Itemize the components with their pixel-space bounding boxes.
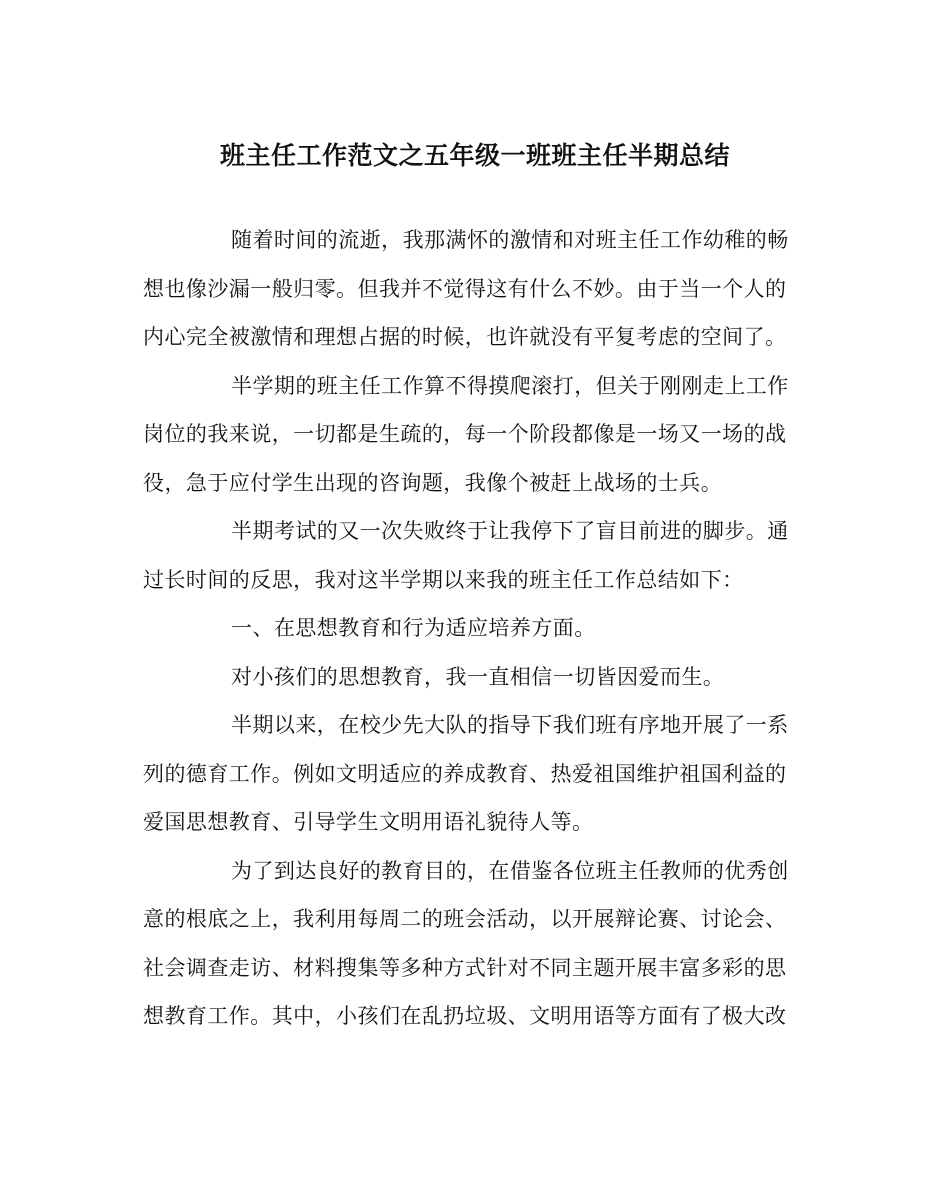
body-line: 随着时间的流逝，我那满怀的激情和对班主任工作幼稚的畅 [231,228,789,252]
body-line: 想教育工作。其中，小孩们在乱扔垃圾、文明用语等方面有了极大改 [143,1004,787,1028]
document-body [143,216,803,1041]
body-line: 对小孩们的思想教育，我一直相信一切皆因爱而生。 [231,664,725,689]
body-line: 想也像沙漏一般归零。但我并不觉得这有什么不妙。由于当一个人的 [143,276,787,301]
body-line: 过长时间的反思，我对这半学期以来我的班主任工作总结如下： [143,567,744,592]
body-line: 岗位的我来说，一切都是生疏的，每一个阶段都像是一场又一场的战 [143,422,787,446]
body-line: 半学期的班主任工作算不得摸爬滚打，但关于刚刚走上工作 [231,373,789,398]
body-line: 列的德育工作。例如文明适应的养成教育、热爱祖国维护祖国利益的 [143,761,787,786]
body-line: 半期考试的又一次失败终于让我停下了盲目前进的脚步。通 [231,519,789,543]
body-line: 爱国思想教育、引导学生文明用语礼貌待人等。 [143,810,594,834]
body-line: 社会调查走访、材料搜集等多种方式针对不同主题开展丰富多彩的思 [143,955,787,980]
document-title: 班主任工作范文之五年级一班班主任半期总结 [219,141,730,170]
section-heading: 一、在思想教育和行为适应培养方面。 [231,616,596,640]
body-line: 为了到达良好的教育目的，在借鉴各位班主任教师的优秀创 [231,858,789,883]
body-line: 意的根底之上，我利用每周二的班会活动，以开展辩论赛、讨论会、 [143,907,787,931]
body-line: 半期以来，在校少先大队的指导下我们班有序地开展了一系 [231,713,789,737]
body-line: 役，急于应付学生出现的咨询题，我像个被赶上战场的士兵。 [143,470,723,495]
body-line: 内心完全被激情和理想占据的时候，也许就没有平复考虑的空间了。 [143,325,787,349]
